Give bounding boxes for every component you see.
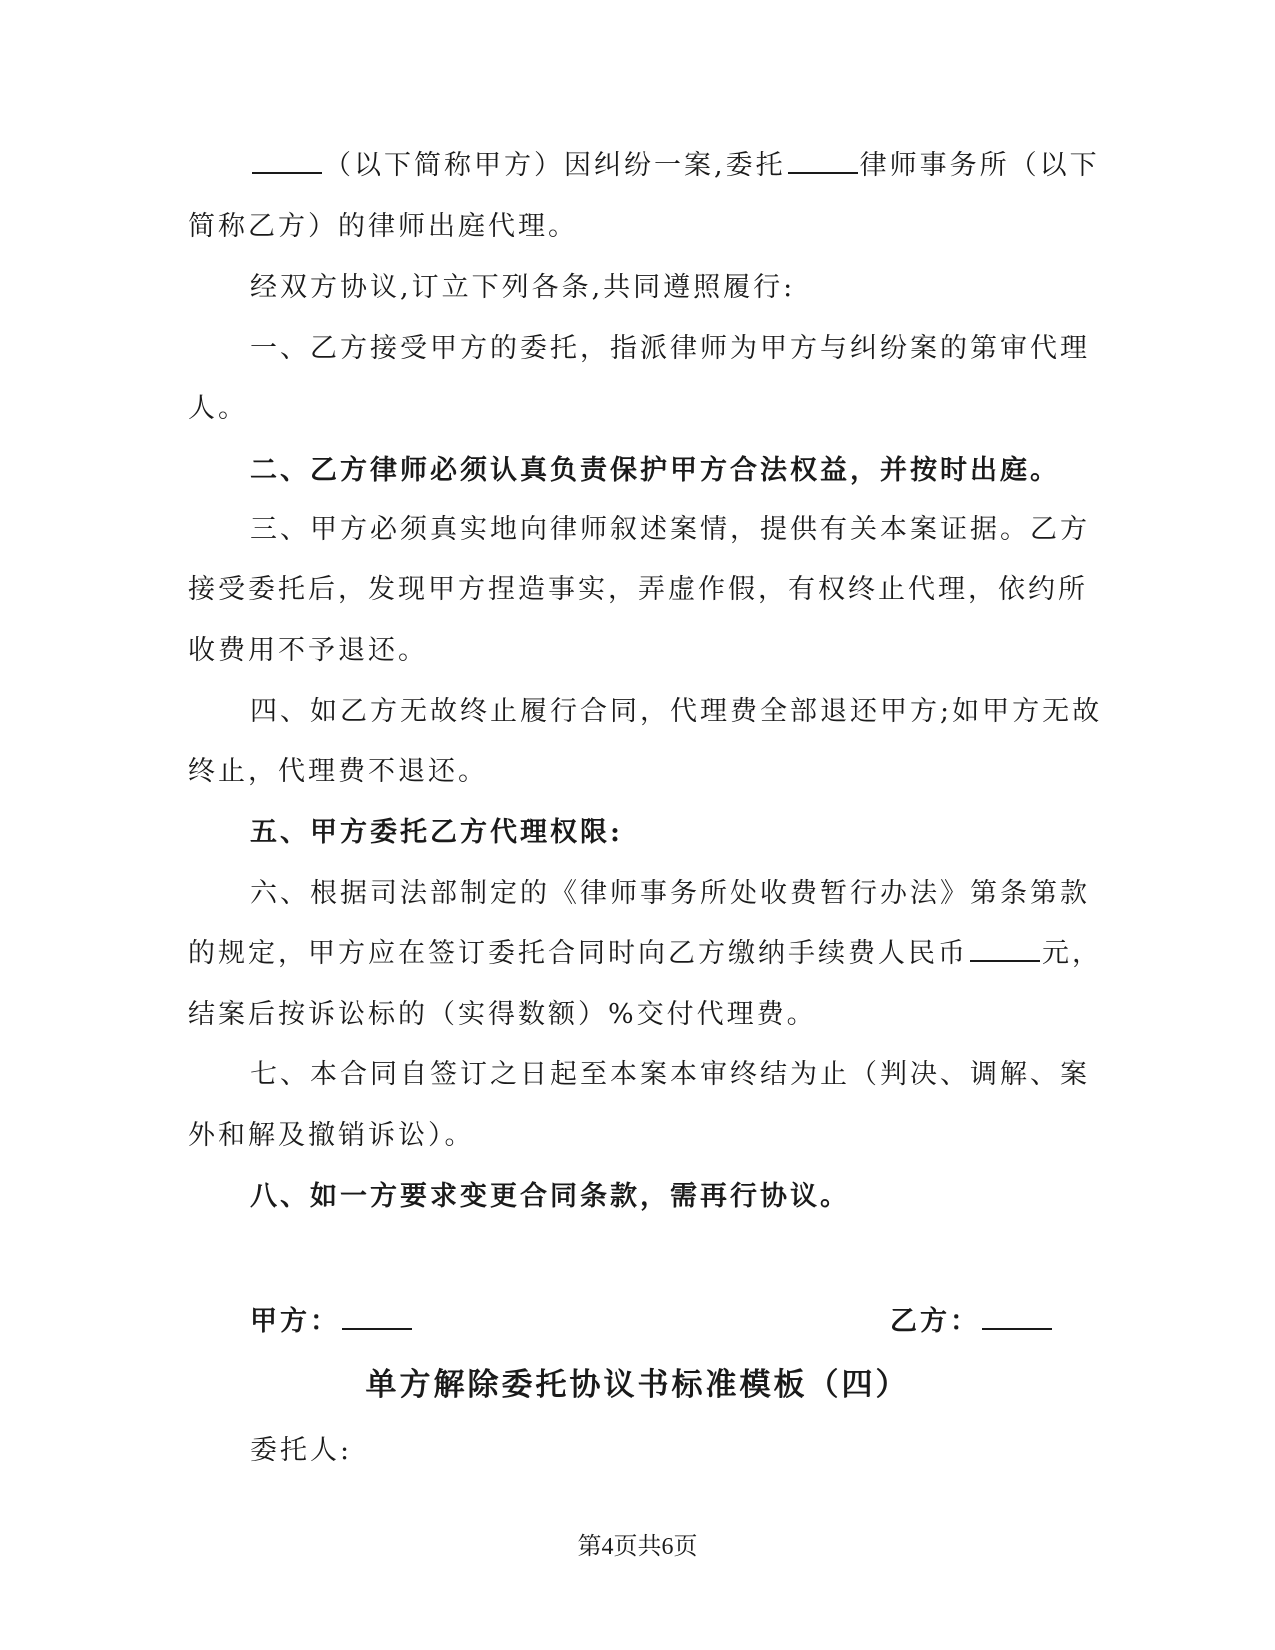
clause-7-line-1: 七、本合同自签订之日起至本案本审终结为止（判决、调解、案 [250, 1059, 1090, 1090]
blank-signature-b [982, 1302, 1052, 1330]
clause-1-line-1: 一、乙方接受甲方的委托，指派律师为甲方与纠纷案的第审代理 [250, 333, 1090, 364]
signature-party-a: 甲方： [250, 1302, 414, 1342]
clause-2: 二、乙方律师必须认真负责保护甲方合法权益，并按时出庭。 [250, 455, 1060, 486]
clause-7-line-2: 外和解及撤销诉讼）。 [188, 1120, 475, 1151]
blank-fee-amount [970, 934, 1040, 962]
clause-6-line-2: 的规定，甲方应在签订委托合同时向乙方缴纳手续费人民币 元， [188, 934, 1088, 974]
clause-6-line-1: 六、根据司法部制定的《律师事务所处收费暂行办法》第条第款 [250, 878, 1090, 909]
section-title: 单方解除委托协议书标准模板（四） [365, 1367, 910, 1403]
clause-6-line-3: 结案后按诉讼标的（实得数额）%交付代理费。 [188, 999, 817, 1030]
clause-3-line-3: 收费用不予退还。 [188, 635, 428, 666]
signature-party-b: 乙方： [890, 1302, 1054, 1342]
blank-law-firm [788, 146, 858, 174]
page-number: 第4页共6页 [577, 1534, 698, 1560]
clause-3-line-2: 接受委托后，发现甲方捏造事实，弄虚作假，有权终止代理，依约所 [188, 574, 1088, 605]
clause-3-line-1: 三、甲方必须真实地向律师叙述案情，提供有关本案证据。乙方 [250, 514, 1090, 545]
agreement-line: 经双方协议,订立下列各条,共同遵照履行: [250, 272, 796, 303]
intro-line-1: （以下简称甲方）因纠纷一案,委托 律师事务所（以下 [250, 146, 1150, 186]
blank-party-a [252, 146, 322, 174]
intro-line-2: 简称乙方）的律师出庭代理。 [188, 211, 578, 242]
principal-label: 委托人: [250, 1435, 353, 1466]
clause-4-line-1: 四、如乙方无故终止履行合同，代理费全部退还甲方;如甲方无故 [250, 696, 1103, 727]
clause-8: 八、如一方要求变更合同条款，需再行协议。 [250, 1181, 850, 1212]
clause-5: 五、甲方委托乙方代理权限: [250, 817, 623, 848]
clause-1-line-2: 人。 [188, 393, 248, 424]
clause-4-line-2: 终止，代理费不退还。 [188, 756, 488, 787]
blank-signature-a [342, 1302, 412, 1330]
